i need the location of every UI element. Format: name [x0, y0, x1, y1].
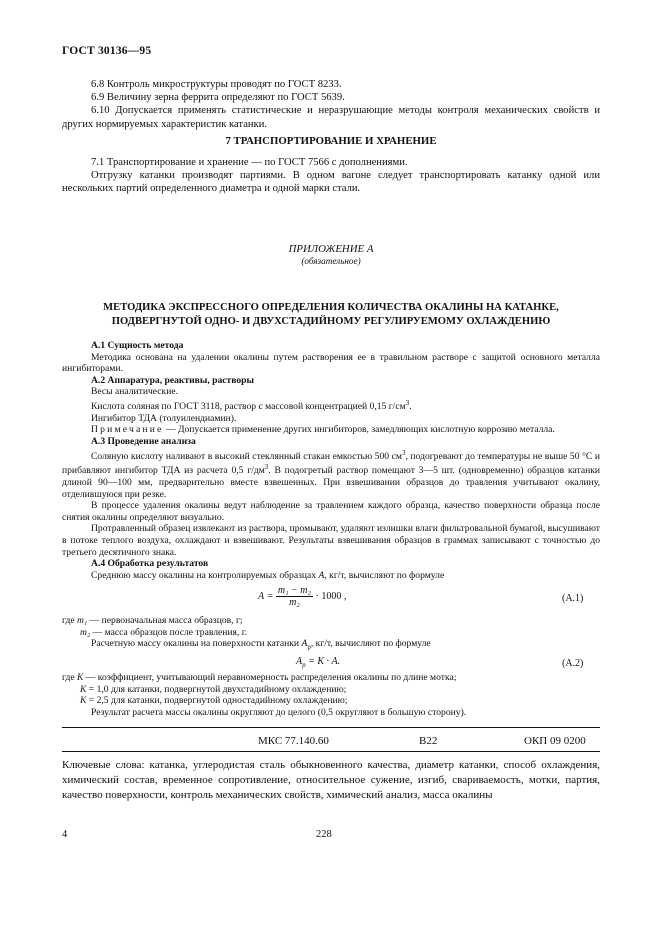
a1-heading: А.1 Сущность метода [91, 340, 184, 351]
a3-heading: А.3 Проведение анализа [91, 435, 196, 447]
formula-a2: $А_р = K \cdot А$. [296, 656, 341, 669]
keywords: Ключевые слова: катанка, углеродистая сталь обыкновенного качества, диаметр катанки, способ охлаждения, химический состав, временное сопротивление, относительное сужение, изгиб, свариваемость, мотки, партия, качество поверхности, контроль механических свойств, химический анализ, масса окалины [62, 759, 600, 801]
paragraph-7-shipment: Отгрузку катанки производят партиями. В одном вагоне следует транспортировать катанку одной или нескольких партий определенного диаметра и одной марки стали. [62, 170, 600, 195]
a3-paragraph-3: Протравленный образец извлекают из раствора, промывают, удаляют излишки влаги фильтровальной бумагой, высушивают в потоке теплого воздуха, охлаждают и взвешивают. Результаты взвешивания образцов в граммах записывают с точностью до третьего десятичного знака. [62, 523, 600, 558]
mks-code: МКС 77.140.60 [258, 735, 329, 747]
result-rounding: Результат расчета массы окалины округляют до целого (0,5 округляют в большую сторону). [91, 706, 467, 718]
a2-line-1: Весы аналитические. [91, 386, 179, 398]
where-m1: где m₁ — первоначальная масса образцов, г; [62, 615, 243, 626]
a4-heading: А.4 Обработка результатов [91, 558, 209, 570]
note-label: Примечание [91, 424, 164, 436]
a3-paragraph-1: Соляную кислоту наливают в высокий стеклянный стакан емкостью 500 $см^3$, подогревают до температуры не выше 50 °С и прибавляют ингибитор ТДА из расчета 0,5 $г/дм^3$. В подогретый раствор помещают 3—5 шт. (одновременно) образцов катанки длиной 90—100 мм, предварительно вместе взвешенных. При взвешивании образцов до травления учитывают окалину, отделившуюся при резке. [62, 448, 601, 500]
formula-a1: А = $\frac{\text{m₁ − m₂}}{\text{m₂}}$ · 1000 , [258, 585, 347, 608]
okp-code: ОКП 09 0200 [524, 735, 586, 747]
appendix-heading [62, 243, 600, 267]
method-title-line-1: МЕТОДИКА ЭКСПРЕССНОГО ОПРЕДЕЛЕНИЯ КОЛИЧЕСТВА ОКАЛИНЫ НА КАТАНКЕ, [103, 302, 559, 313]
a2-line-3: Ингибитор ТДА (толуилендиамин). [91, 412, 237, 424]
a2-note: Примечание — Допускается применение других ингибиторов, замедляющих кислотную коррозию металла. [91, 424, 555, 436]
page-number-center: 228 [316, 829, 332, 840]
a2-line-2: Кислота соляная по ГОСТ 3118, раствор с массовой концентрацией 0,15 $г/см^3$. [91, 398, 412, 413]
appendix-subtitle: (обязательное) [301, 256, 361, 266]
document-code: ГОСТ 30136—95 [62, 45, 152, 57]
method-title [62, 301, 600, 329]
section-7-title: 7 ТРАНСПОРТИРОВАНИЕ И ХРАНЕНИЕ [225, 135, 437, 147]
page-number-left: 4 [62, 829, 68, 840]
where-k: где K — коэффициент, учитывающий неравномерность распределения окалины по длине мотка; [62, 672, 457, 683]
formula-a1-number: (А.1) [562, 593, 584, 604]
appendix-title: ПРИЛОЖЕНИЕ А [288, 243, 374, 255]
a4-paragraph-2: Расчетную массу окалины на поверхности катанки $А_р$, кг/т, вычисляют по формуле [91, 638, 431, 652]
where-k-1: K = 1,0 для катанки, подвергнутой двухстадийному охлаждению; [80, 683, 347, 695]
appendix-body [62, 340, 600, 581]
where-m2: m₂ — масса образцов после травления, г. [80, 626, 248, 638]
method-title-line-2: ПОДВЕРГНУТОЙ ОДНО- И ДВУХСТАДИЙНОМУ РЕГУЛИРУЕМОМУ ОХЛАЖДЕНИЮ [111, 316, 551, 327]
formula-a2-legend [62, 672, 600, 718]
where-k-2: K = 2,5 для катанки, подвергнутой одностадийному охлаждению; [80, 695, 348, 707]
formula-a1-fraction: $\frac{\text{m₁ − m₂}}{\text{m₂}}$ [277, 585, 312, 608]
a1-text: Методика основана на удалении окалины путем растворения ее в травильном растворе с защитой основного металла ингибиторами. [62, 351, 600, 375]
paragraph-6-10: 6.10 Допускается применять статистические и неразрушающие методы контроля механических свойств и других нормируемых характеристик катанки. [62, 105, 600, 130]
paragraph-7-1: 7.1 Транспортирование и хранение — по ГОСТ 7566 с дополнениями. [91, 157, 408, 168]
b-code: В22 [419, 735, 438, 747]
section-7-text [62, 156, 600, 196]
a3-paragraph-2: В процессе удаления окалины ведут наблюдение за травлением каждого образца, качество поверхности образца после снятия окалины определяют визуально. [62, 500, 600, 523]
formula-a2-number: (А.2) [562, 658, 584, 669]
formula-a1-legend [62, 615, 600, 654]
a2-heading: А.2 Аппаратура, реактивы, растворы [91, 374, 254, 386]
section-6-text [62, 78, 600, 131]
paragraph-6-8: 6.8 Контроль микроструктуры проводят по ГОСТ 8233. [91, 79, 342, 90]
paragraph-6-9: 6.9 Величину зерна феррита определяют по ГОСТ 5639. [91, 92, 345, 104]
a4-paragraph-1: Среднюю массу окалины на контролируемых образцах А, кг/т, вычисляют по формуле [91, 569, 445, 581]
